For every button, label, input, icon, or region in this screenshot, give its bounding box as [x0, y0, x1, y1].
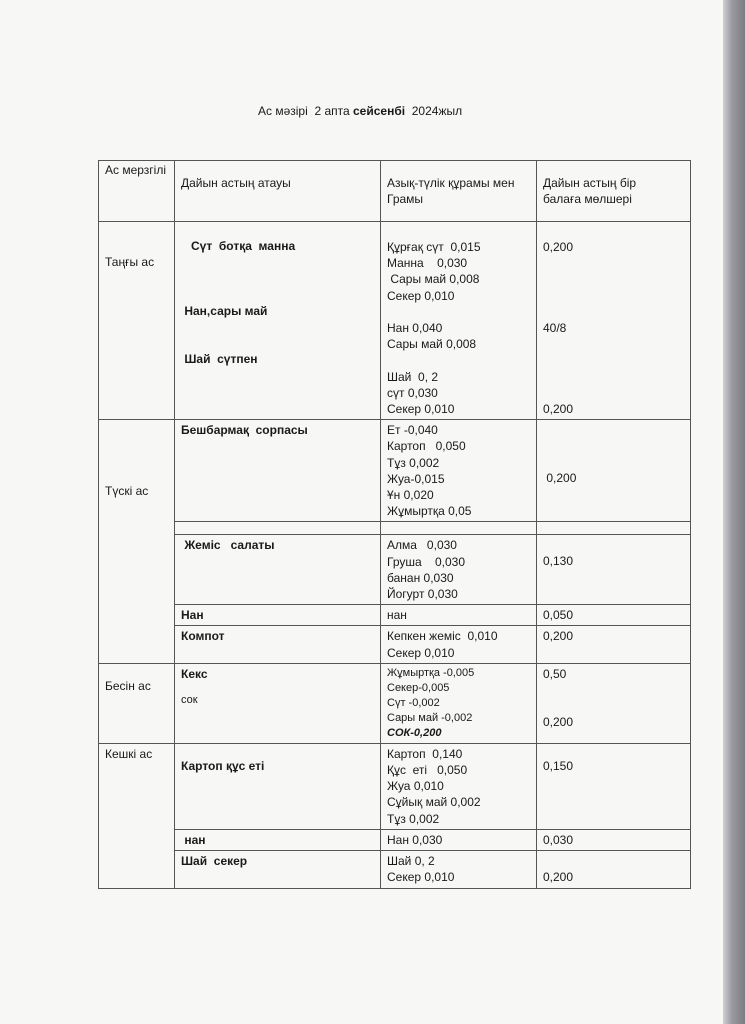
lunch-salad-ingredients: Алма 0,030 Груша 0,030 банан 0,030 Йогурт 0,030: [381, 535, 537, 605]
dinner-main-name: Картоп құс еті: [175, 743, 381, 829]
lunch-bread-ingredients: нан: [381, 605, 537, 626]
snack-dish-juice: сок: [181, 694, 198, 707]
spacer-cell: [537, 522, 691, 535]
dinner-tea-name: Шай секер: [175, 851, 381, 888]
snack-row: [99, 663, 691, 743]
lunch-bread-portion: 0,050: [537, 605, 691, 626]
snack-period: Бесін ас: [99, 663, 175, 743]
title-suffix: 2024жыл: [405, 104, 463, 118]
lunch-bread-name: Нан: [175, 605, 381, 626]
breakfast-row: [99, 222, 691, 420]
menu-table: [98, 160, 691, 889]
spacer-cell: [175, 522, 381, 535]
breakfast-portions: 0,200 40/8 0,200: [537, 222, 691, 420]
lunch-salad-portion: 0,130: [537, 535, 691, 605]
title-prefix: Ас мәзірі 2 апта: [258, 104, 353, 118]
snack-ingredients: Жұмыртқа -0,005 Секер-0,005 Сүт -0,002 Сары май -0,002: [387, 666, 475, 724]
spacer-cell: [381, 522, 537, 535]
header-dish: Дайын астың атауы: [175, 161, 381, 222]
snack-juice-ingredient: СОК-0,200: [387, 726, 442, 739]
dinner-bread-row: [99, 829, 691, 850]
snack-dishes: [175, 663, 381, 743]
dinner-main-ingredients: Картоп 0,140 Құс еті 0,050 Жуа 0,010 Сұйық май 0,002 Тұз 0,002: [381, 743, 537, 829]
lunch-period: Түскі ас: [99, 420, 175, 664]
dinner-period: Кешкі ас: [99, 743, 175, 888]
dinner-main-portion: 0,150: [537, 743, 691, 829]
lunch-salad-name: Жеміс салаты: [175, 535, 381, 605]
lunch-compote-row: [99, 626, 691, 663]
snack-dish-main: Кекс: [181, 666, 208, 681]
dinner-tea-ingredients: Шай 0, 2 Секер 0,010: [381, 851, 537, 888]
lunch-soup-ingredients: Ет -0,040 Картоп 0,050 Тұз 0,002 Жуа-0,015 Ұн 0,020 Жұмыртқа 0,05: [381, 420, 537, 522]
breakfast-period: Таңғы ас: [99, 222, 175, 420]
dinner-main-row: [99, 743, 691, 829]
lunch-soup-row: [99, 420, 691, 522]
lunch-spacer-row: [99, 522, 691, 535]
title-day: сейсенбі: [353, 104, 406, 118]
lunch-compote-ingredients: Кепкен жеміс 0,010 Секер 0,010: [381, 626, 537, 663]
lunch-soup-name: Бешбармақ сорпасы: [175, 420, 381, 522]
lunch-soup-portion: 0,200: [537, 420, 691, 522]
header-portion: Дайын астың бір балаға мөлшері: [537, 161, 691, 222]
dinner-bread-ingredients: Нан 0,030: [381, 829, 537, 850]
dinner-tea-row: [99, 851, 691, 888]
dinner-bread-name: нан: [175, 829, 381, 850]
header-ingredients: Азық-түлік құрамы мен Грамы: [381, 161, 537, 222]
breakfast-dishes: Сүт ботқа манна Нан,сары май Шай сүтпен: [175, 222, 381, 420]
header-period: Ас мерзгілі: [99, 161, 175, 222]
dinner-bread-portion: 0,030: [537, 829, 691, 850]
snack-portions: 0,50 0,200: [537, 663, 691, 743]
lunch-salad-row: [99, 535, 691, 605]
snack-ingredients-cell: [381, 663, 537, 743]
lunch-compote-name: Компот: [175, 626, 381, 663]
page-title: [258, 104, 462, 118]
scanner-edge: [723, 0, 745, 1024]
lunch-bread-row: [99, 605, 691, 626]
lunch-compote-portion: 0,200: [537, 626, 691, 663]
breakfast-ingredients: Құрғақ сүт 0,015 Манна 0,030 Сары май 0,008 Секер 0,010 Нан 0,040 Сары май 0,008 Шай 0, 2 сүт 0,030 Секер 0,010: [381, 222, 537, 420]
dinner-tea-portion: 0,200: [537, 851, 691, 888]
header-row: [99, 161, 691, 222]
